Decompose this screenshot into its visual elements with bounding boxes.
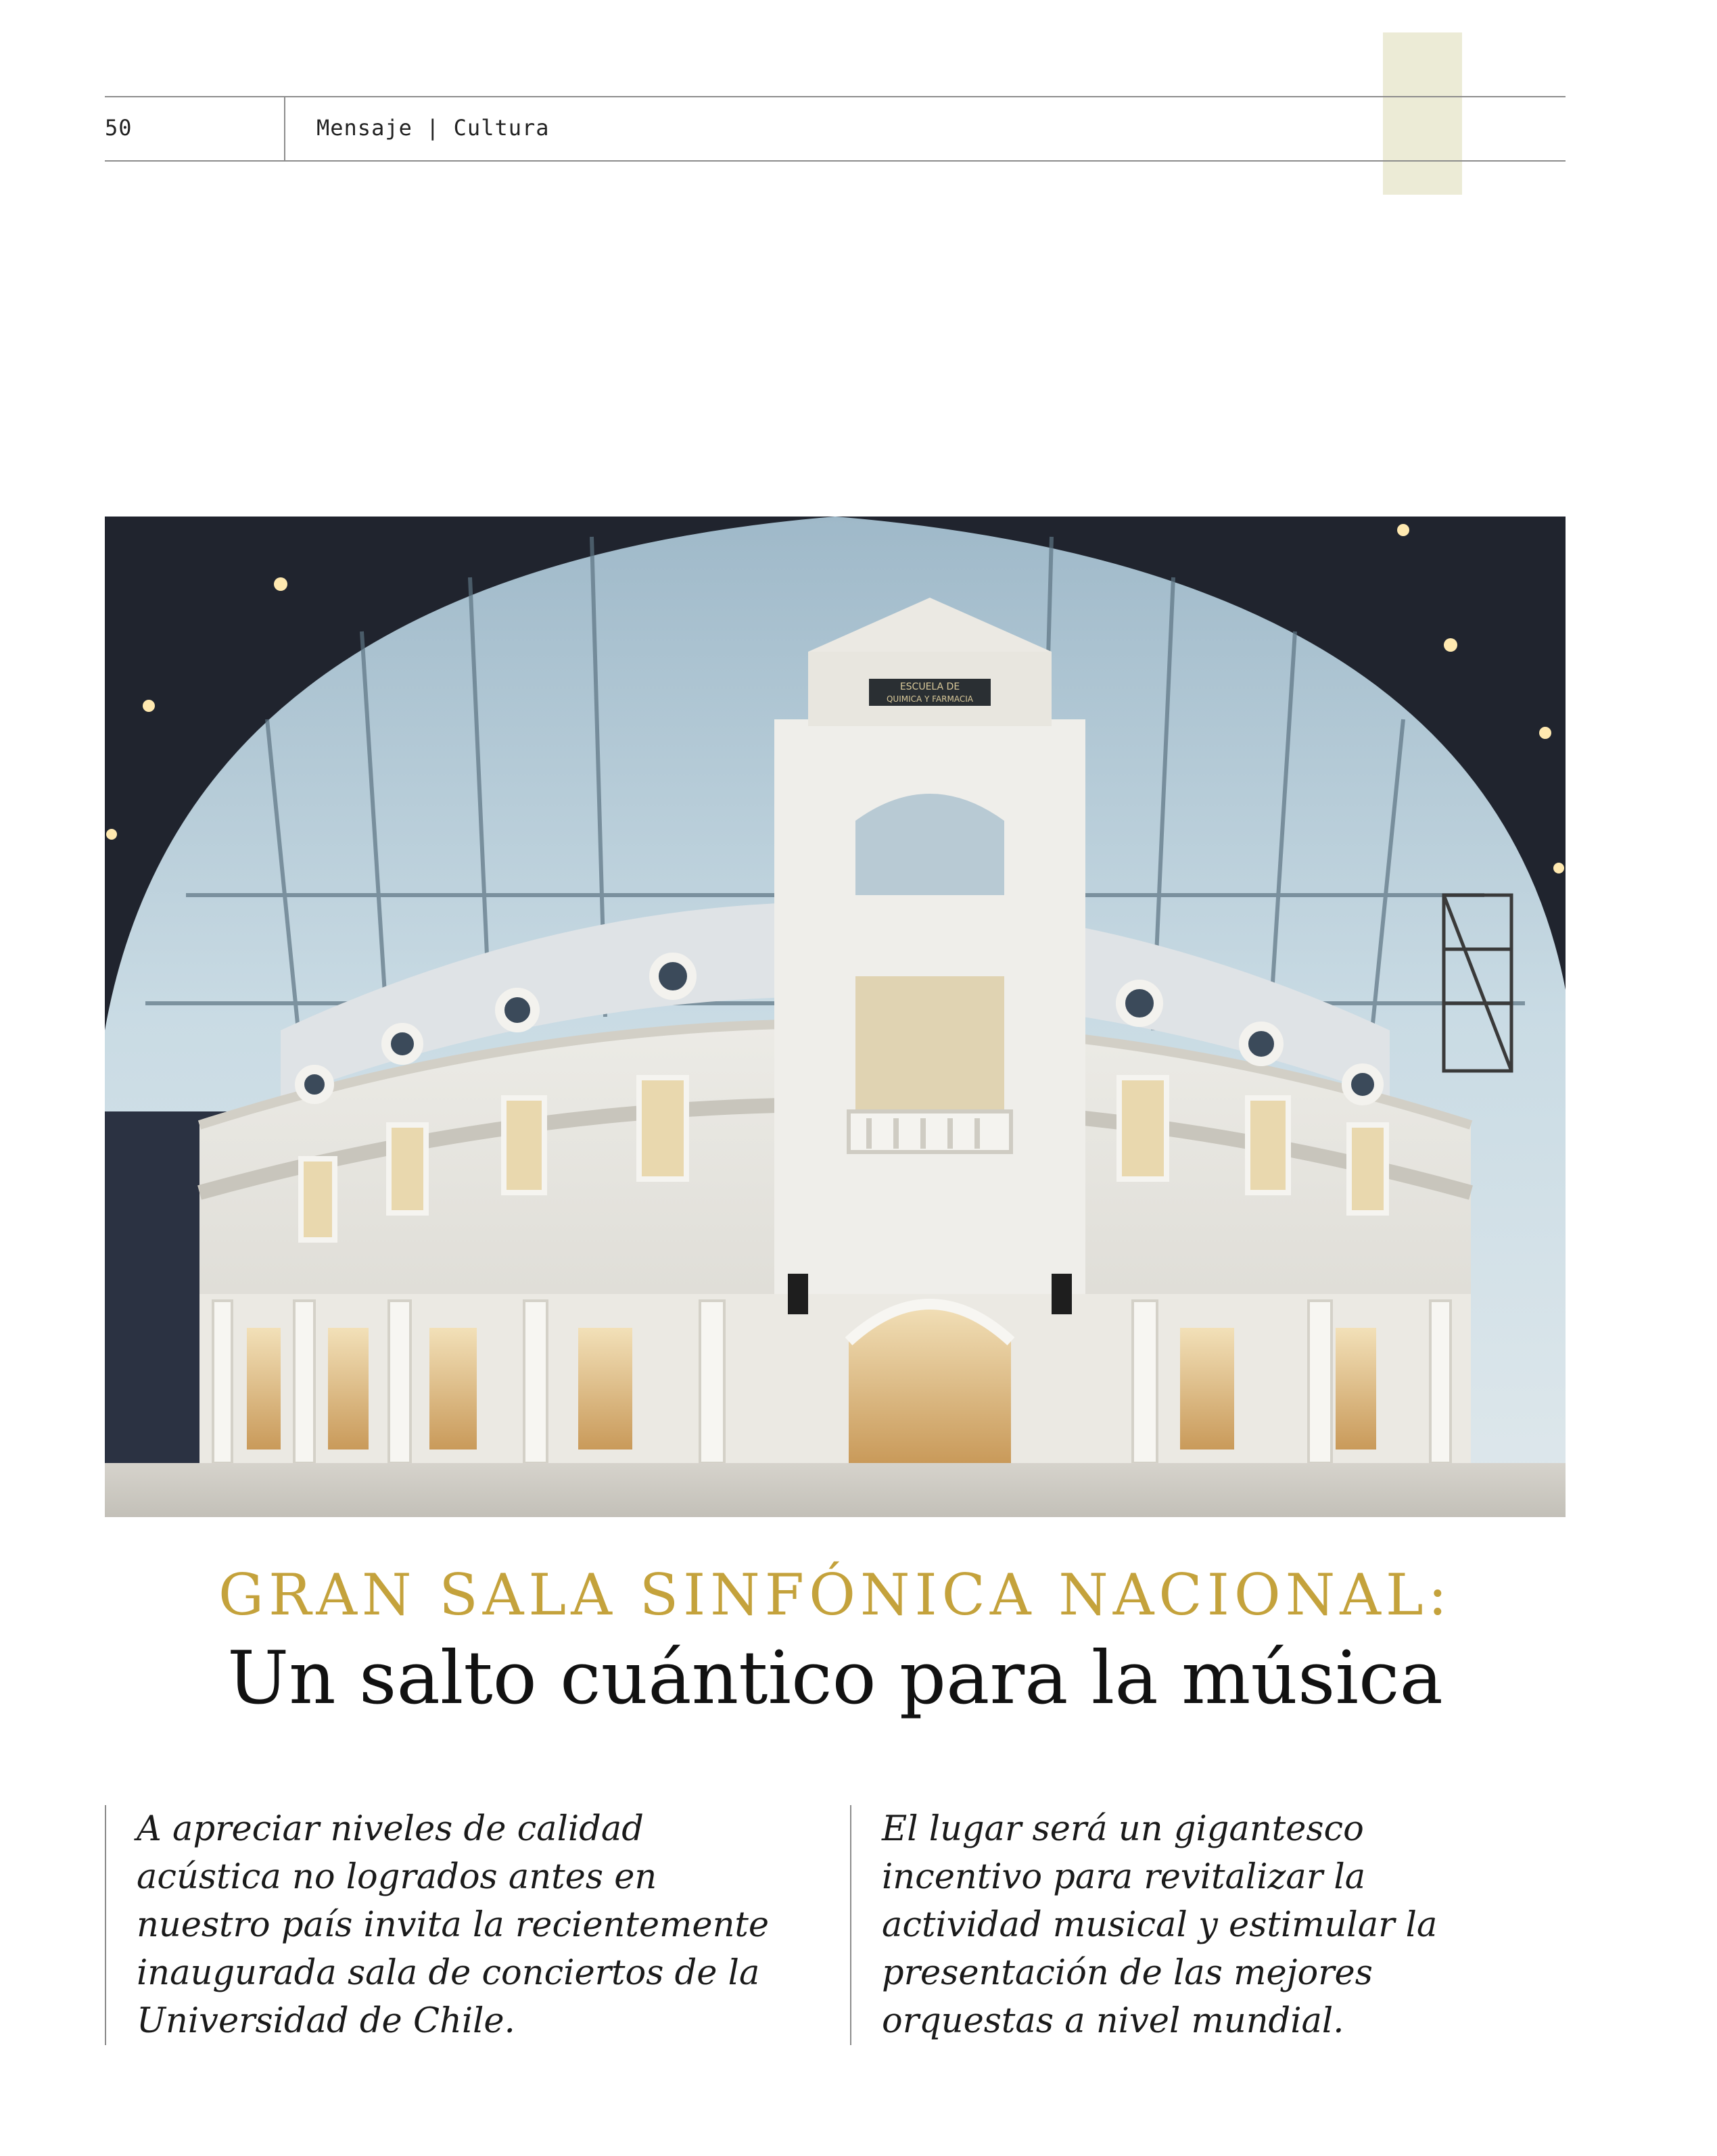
inscription-line2: QUIMICA Y FARMACIA (886, 694, 974, 704)
article-headline: Un salto cuántico para la música (227, 1636, 1443, 1721)
header-rule-bottom (105, 160, 1566, 162)
article-kicker: GRAN SALA SINFÓNICA NACIONAL: (218, 1562, 1452, 1628)
section-label: Mensaje | Cultura (316, 115, 550, 141)
header-rule-top (105, 96, 1566, 97)
section-tab (1383, 32, 1462, 195)
page-number: 50 (105, 115, 133, 141)
building-photo (105, 517, 1566, 1517)
building-illustration (105, 517, 1566, 1517)
header-divider (284, 96, 285, 161)
lead-paragraph-left: A apreciar niveles de calidad acústica no logrados antes en nuestro país invita la recientemente inaugurada sala de conciertos de la Universidad de Chile. (105, 1805, 788, 2045)
lead-paragraph-right: El lugar será un gigantesco incentivo para revitalizar la actividad musical y estimular la presentación de las mejores orquestas a nivel mundial. (850, 1805, 1533, 2045)
inscription-line1: ESCUELA DE (899, 681, 960, 692)
